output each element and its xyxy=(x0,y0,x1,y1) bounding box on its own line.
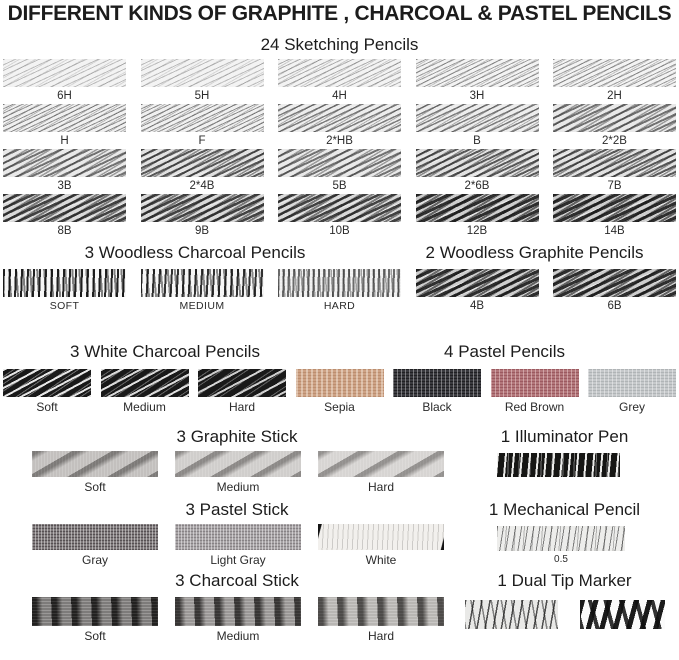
swatch-label: 6B xyxy=(607,300,622,312)
pencil-cell xyxy=(416,104,539,149)
swatch-woodless-graphite-4b xyxy=(416,269,539,297)
pencil-cell xyxy=(278,59,401,104)
swatch-woodless-charcoal-medium xyxy=(141,269,264,297)
swatch-charcoal-stick-hard xyxy=(318,597,444,626)
swatch-label: 2*4B xyxy=(189,180,215,192)
dual-tip-swatch-area xyxy=(460,600,679,643)
swatch-pastel-grey xyxy=(588,369,676,397)
woodless-graphite-heading: 2 Woodless Graphite Pencils xyxy=(425,243,644,262)
swatch-label: 2*HB xyxy=(326,135,353,147)
pencil-cell xyxy=(3,149,126,194)
swatch-h xyxy=(3,104,126,132)
swatch-label: Hard xyxy=(367,480,394,494)
swatch-8b xyxy=(3,194,126,222)
swatch-label: 4H xyxy=(332,90,347,102)
mechanical-heading: 1 Mechanical Pencil xyxy=(488,500,641,519)
pencil-cell xyxy=(175,524,301,567)
swatch-graphite-stick-soft xyxy=(32,451,158,477)
swatch-label: 2H xyxy=(607,90,622,102)
swatch-white-charcoal-soft xyxy=(3,369,91,397)
swatch-label: 10B xyxy=(329,225,350,237)
sketching-heading: 24 Sketching Pencils xyxy=(260,35,419,54)
swatch-f xyxy=(141,104,264,132)
swatch-dual-tip-broad xyxy=(580,600,665,629)
pencil-cell xyxy=(278,149,401,194)
sketching-grid xyxy=(0,59,679,239)
swatch-illuminator-pen xyxy=(497,453,620,477)
swatch-2xhb xyxy=(278,104,401,132)
swatch-label: Light Gray xyxy=(210,553,266,567)
swatch-label: 8B xyxy=(57,225,72,237)
pencil-cell xyxy=(318,597,444,643)
swatch-label: 7B xyxy=(607,180,622,192)
swatch-label: 2*2B xyxy=(602,135,627,147)
woodless-row xyxy=(0,269,679,314)
illuminator-heading: 1 Illuminator Pen xyxy=(500,427,629,446)
swatch-2x6b xyxy=(416,149,539,177)
swatch-pastel-black xyxy=(393,369,481,397)
swatch-label: 4B xyxy=(469,300,485,312)
swatch-label: B xyxy=(473,135,481,147)
pencil-cell xyxy=(416,59,539,104)
pencil-cell xyxy=(296,369,384,414)
pencil-cell xyxy=(278,104,401,149)
graphite-stick-heading: 3 Graphite Stick xyxy=(176,427,298,446)
swatch-woodless-graphite-6b xyxy=(553,269,676,297)
swatch-graphite-stick-medium xyxy=(175,451,301,477)
swatch-3h xyxy=(416,59,539,87)
swatch-label: HARD xyxy=(323,300,356,312)
swatch-2h xyxy=(553,59,676,87)
woodless-charcoal-heading: 3 Woodless Charcoal Pencils xyxy=(84,243,306,262)
swatch-label: Red Brown xyxy=(504,400,565,414)
swatch-14b xyxy=(553,194,676,222)
swatch-label: 5H xyxy=(194,90,210,102)
pencil-cell xyxy=(416,194,539,239)
swatch-label: Hard xyxy=(367,629,394,643)
swatch-graphite-stick-hard xyxy=(318,451,444,477)
pencil-cell xyxy=(32,597,158,643)
swatch-9b xyxy=(141,194,264,222)
swatch-label: Hard xyxy=(228,400,255,414)
graphite-stick-row xyxy=(0,451,679,494)
pencil-cell xyxy=(141,104,264,149)
pencil-cell xyxy=(198,369,286,414)
swatch-label: MEDIUM xyxy=(179,300,225,312)
white-pastel-headings xyxy=(0,342,679,362)
swatch-label: Black xyxy=(422,400,452,414)
pencil-cell xyxy=(3,104,126,149)
swatch-6h xyxy=(3,59,126,87)
swatch-pastel-red-brown xyxy=(491,369,579,397)
pencil-cell xyxy=(588,369,676,414)
swatch-label: Medium xyxy=(123,400,166,414)
page-title: DIFFERENT KINDS OF GRAPHITE , CHARCOAL & PASTEL PENCILS xyxy=(7,2,672,25)
pencil-cell xyxy=(278,269,401,314)
swatch-12b xyxy=(416,194,539,222)
pencil-cell xyxy=(175,451,301,494)
pastel-stick-swatches xyxy=(0,524,460,567)
charcoal-stick-swatches xyxy=(0,597,460,643)
swatch-label: 9B xyxy=(194,225,210,237)
swatch-label: F xyxy=(198,135,206,147)
white-charcoal-heading: 3 White Charcoal Pencils xyxy=(70,342,260,361)
woodless-headings xyxy=(0,243,679,263)
swatch-5b xyxy=(278,149,401,177)
swatch-2x2b xyxy=(553,104,676,132)
pencil-cell xyxy=(491,369,579,414)
swatch-label: 12B xyxy=(466,225,488,237)
pencil-cell xyxy=(553,149,676,194)
pencil-cell xyxy=(416,269,539,314)
pencil-cell xyxy=(101,369,189,414)
swatch-label: Sepia xyxy=(324,400,355,414)
swatch-label: Medium xyxy=(216,629,260,643)
swatch-pastel-stick-gray xyxy=(32,524,158,550)
white-pastel-row xyxy=(0,369,679,414)
swatch-mechanical-pencil xyxy=(497,526,625,551)
swatch-label: Soft xyxy=(36,400,58,414)
pencil-cell xyxy=(318,451,444,494)
swatch-woodless-charcoal-hard xyxy=(278,269,401,297)
swatch-2x4b xyxy=(141,149,264,177)
pencil-cell xyxy=(3,194,126,239)
swatch-label: White xyxy=(365,553,397,567)
swatch-label: Grey xyxy=(618,400,645,414)
swatch-label: Soft xyxy=(84,480,106,494)
swatch-white-charcoal-hard xyxy=(198,369,286,397)
swatch-white-charcoal-medium xyxy=(101,369,189,397)
swatch-label: 3B xyxy=(57,180,72,192)
swatch-charcoal-stick-medium xyxy=(175,597,301,626)
pencil-cell xyxy=(416,149,539,194)
swatch-4h xyxy=(278,59,401,87)
illuminator-swatch-area xyxy=(460,451,679,494)
swatch-label: SOFT xyxy=(49,300,80,312)
swatch-label: 2*6B xyxy=(464,180,490,192)
swatch-10b xyxy=(278,194,401,222)
pencil-cell xyxy=(553,59,676,104)
pencil-cell xyxy=(175,597,301,643)
swatch-pastel-sepia xyxy=(296,369,384,397)
swatch-label: 6H xyxy=(57,90,72,102)
pencil-cell xyxy=(393,369,481,414)
dual-tip-heading: 1 Dual Tip Marker xyxy=(497,571,632,590)
pencil-cell xyxy=(3,369,91,414)
charcoal-stick-row xyxy=(0,597,679,643)
mechanical-swatch-area xyxy=(460,524,679,567)
pencil-cell xyxy=(32,451,158,494)
swatch-label: 3H xyxy=(469,90,485,102)
pastel-stick-headings xyxy=(0,500,679,520)
pencil-cell xyxy=(141,149,264,194)
swatch-b xyxy=(416,104,539,132)
swatch-label: 14B xyxy=(604,225,625,237)
swatch-3b xyxy=(3,149,126,177)
pencil-cell xyxy=(3,59,126,104)
pastel-pencils-heading: 4 Pastel Pencils xyxy=(444,342,565,361)
charcoal-stick-headings xyxy=(0,571,679,591)
swatch-5h xyxy=(141,59,264,87)
swatch-label: 5B xyxy=(332,180,347,192)
pencil-cell xyxy=(553,269,676,314)
swatch-label: Soft xyxy=(84,629,106,643)
pencil-cell xyxy=(141,59,264,104)
pencil-cell xyxy=(553,104,676,149)
charcoal-stick-heading: 3 Charcoal Stick xyxy=(175,571,299,590)
pencil-cell xyxy=(553,194,676,239)
pencil-cell xyxy=(278,194,401,239)
swatch-woodless-charcoal-soft xyxy=(3,269,126,297)
pastel-stick-heading: 3 Pastel Stick xyxy=(185,500,289,519)
pencil-cell xyxy=(318,524,444,567)
pencil-cell xyxy=(141,269,264,314)
pastel-stick-row xyxy=(0,524,679,567)
pencil-cell xyxy=(141,194,264,239)
swatch-pastel-stick-white xyxy=(318,524,444,550)
swatch-dual-tip-fine xyxy=(465,600,558,629)
swatch-label: H xyxy=(60,135,69,147)
swatch-charcoal-stick-soft xyxy=(32,597,158,626)
pencil-cell xyxy=(3,269,126,314)
pencil-cell xyxy=(32,524,158,567)
graphite-stick-swatches xyxy=(0,451,460,494)
swatch-label: Medium xyxy=(216,480,260,494)
graphite-stick-headings xyxy=(0,427,679,447)
swatch-7b xyxy=(553,149,676,177)
swatch-label: Gray xyxy=(81,553,108,567)
swatch-label: 0.5 xyxy=(554,554,568,565)
swatch-pastel-stick-light-gray xyxy=(175,524,301,550)
